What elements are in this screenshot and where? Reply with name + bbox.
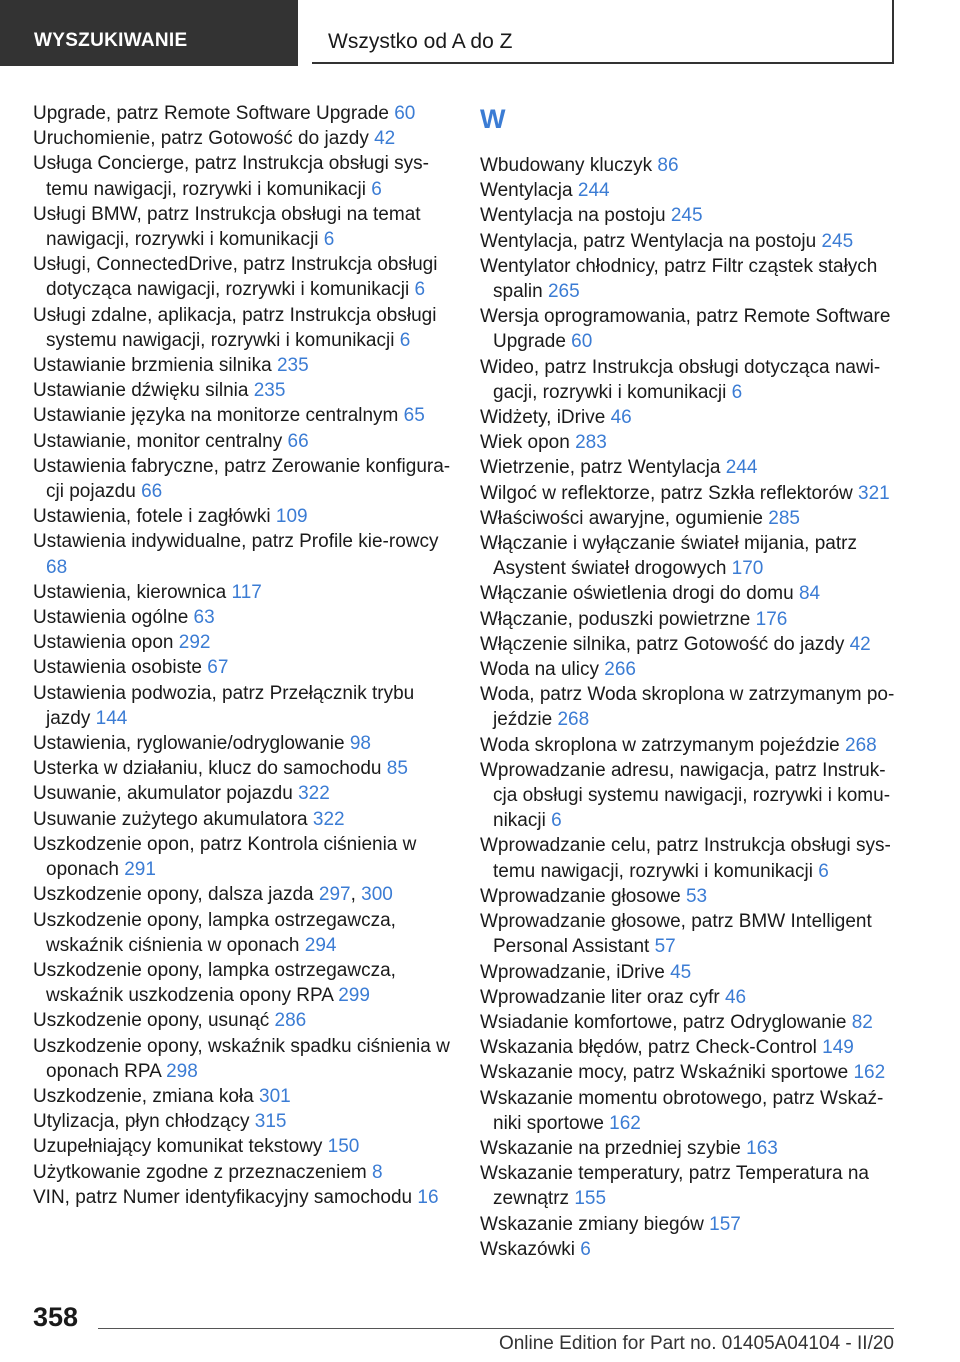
index-term: Ustawienia ogólne — [33, 607, 189, 629]
page-reference-link[interactable]: 155 — [574, 1188, 607, 1210]
page-reference-link[interactable]: 162 — [853, 1062, 886, 1084]
index-term: Wideo, patrz Instrukcja obsługi dotycząca nawi‐gacji, rozrywki i komunikacji — [480, 356, 881, 403]
page-reference-link[interactable]: 321 — [858, 482, 890, 504]
index-entry — [480, 758, 900, 834]
page-reference-link[interactable]: 322 — [298, 783, 330, 805]
index-entry — [480, 506, 900, 531]
page-reference-link[interactable]: 245 — [821, 230, 854, 252]
page-reference-link[interactable]: 68 — [46, 556, 68, 578]
page-reference-link[interactable]: 294 — [304, 934, 337, 956]
index-entry — [33, 202, 453, 252]
page-reference-link[interactable]: 98 — [349, 733, 371, 755]
page-reference-link[interactable]: 65 — [403, 405, 425, 427]
index-term: Wskazanie momentu obrotowego, patrz Wskaź‐niki sportowe — [480, 1087, 884, 1134]
page-reference-link[interactable]: 245 — [670, 205, 703, 227]
index-entry — [33, 151, 453, 201]
page-reference-link[interactable]: 170 — [731, 558, 764, 580]
page-reference-link[interactable]: 60 — [571, 331, 593, 353]
index-term: Ustawienia indywidualne, patrz Profile kie‐rowcy — [33, 531, 439, 553]
page-reference-link[interactable]: 157 — [709, 1213, 741, 1235]
index-term: Usługi BMW, patrz Instrukcja obsługi na temat nawigacji, rozrywki i komunikacji — [33, 203, 421, 251]
index-term: Uszkodzenie opony, wskaźnik spadku ciśnienia w oponach RPA — [33, 1035, 450, 1082]
index-term: Ustawianie, monitor centralny — [33, 430, 283, 452]
page-number: 358 — [33, 1302, 79, 1332]
index-term: Wskazanie na przedniej szybie — [480, 1137, 741, 1159]
index-term: Usługa Concierge, patrz Instrukcja obsługi sys‐temu nawigacji, rozrywki i komunikacji — [33, 153, 430, 200]
page-reference-link[interactable]: 285 — [768, 507, 800, 529]
index-entry — [33, 630, 453, 655]
index-term: Utylizacja, płyn chłodzący — [33, 1111, 250, 1133]
index-term: Wskazania błędów, patrz Check-Control — [480, 1037, 817, 1059]
index-entry — [480, 531, 900, 581]
index-entry — [33, 403, 453, 428]
page-reference-link[interactable]: 235 — [253, 380, 286, 402]
page-reference-link[interactable]: 292 — [178, 632, 211, 654]
index-term: Ustawienia, fotele i zagłówki — [33, 506, 271, 528]
index-term: Usuwanie zużytego akumulatora — [33, 808, 308, 830]
index-entry — [33, 756, 453, 781]
index-term: Woda na ulicy — [480, 659, 599, 681]
index-term: Ustawienia podwozia, patrz Przełącznik trybu jazdy — [33, 682, 415, 729]
page-reference-link[interactable]: 6 — [551, 810, 562, 832]
page-reference-link[interactable]: 149 — [822, 1037, 854, 1059]
index-term: Wskazanie temperatury, patrz Temperatura na zewnątrz — [480, 1163, 869, 1210]
page-reference-link[interactable]: 66 — [287, 430, 309, 452]
index-entry — [480, 481, 900, 506]
index-entry — [480, 733, 900, 758]
index-entry — [480, 581, 900, 606]
page-reference-link[interactable]: 144 — [95, 707, 128, 729]
index-entry — [33, 832, 453, 882]
index-entry — [33, 1185, 453, 1210]
index-entry — [480, 682, 900, 732]
page-reference-link[interactable]: 6 — [731, 381, 743, 403]
page-reference-link[interactable]: 53 — [685, 885, 708, 907]
index-entry — [33, 504, 453, 529]
page-reference-link[interactable]: 268 — [557, 709, 590, 731]
index-term: Wprowadzanie, iDrive — [480, 961, 665, 983]
index-entry — [480, 203, 900, 228]
page-reference-link[interactable]: 67 — [207, 657, 229, 679]
page-reference-link[interactable]: 286 — [274, 1010, 307, 1032]
page-reference-link[interactable]: 299 — [338, 985, 370, 1007]
index-term: Usługi, ConnectedDrive, patrz Instrukcja obsługi dotycząca nawigacji, rozrywki i komunikacji — [33, 254, 438, 301]
index-entry — [480, 1237, 900, 1262]
index-entry — [33, 1008, 453, 1033]
index-entry — [480, 229, 900, 254]
index-term: Wskazanie mocy, patrz Wskaźniki sportowe — [480, 1062, 849, 1084]
topic-tab[interactable]: Wszystko od A do Z — [312, 0, 894, 64]
index-entry — [480, 153, 900, 178]
index-entry — [33, 1034, 453, 1084]
index-term: Uszkodzenie opon, patrz Kontrola ciśnienia w oponach — [33, 833, 417, 881]
index-term: Ustawienia opon — [33, 632, 174, 654]
index-entry — [33, 126, 453, 151]
index-entry — [33, 655, 453, 680]
index-entry — [33, 580, 453, 605]
index-entry — [480, 1010, 900, 1035]
index-entry — [33, 807, 453, 832]
page-reference-link[interactable]: 162 — [609, 1112, 641, 1134]
page-reference-link[interactable]: 6 — [371, 178, 382, 200]
page-reference-link[interactable]: 6 — [580, 1238, 591, 1260]
page-reference-link[interactable]: 46 — [724, 986, 747, 1008]
index-entry — [33, 958, 453, 1008]
index-term: Woda, patrz Woda skroplona w zatrzymanym po‐jeździe — [480, 684, 895, 731]
index-term: Wprowadzanie adresu, nawigacja, patrz Instruk‐cja obsługi systemu nawigacji, rozrywki i komu‐nikacji — [480, 759, 891, 832]
index-term: Wprowadzanie głosowe, patrz BMW Intelligent Personal Assistant — [480, 911, 872, 958]
section-tab[interactable]: WYSZUKIWANIE — [0, 0, 298, 66]
index-entry — [480, 909, 900, 959]
index-term: Wprowadzanie celu, patrz Instrukcja obsługi sys‐temu nawigacji, rozrywki i komunikacji — [480, 835, 891, 882]
index-entry — [33, 605, 453, 630]
page-reference-link[interactable]: 291 — [124, 859, 156, 881]
page-reference-link[interactable]: 283 — [575, 432, 607, 454]
index-entry — [33, 429, 453, 454]
index-entry — [480, 985, 900, 1010]
index-entry — [33, 1109, 453, 1134]
page-reference-link[interactable]: 45 — [670, 961, 692, 983]
index-entry — [33, 1084, 453, 1109]
index-entry — [480, 405, 900, 430]
index-term: Wprowadzanie liter oraz cyfr — [480, 986, 720, 1008]
page-reference-link[interactable]: 297 — [318, 884, 351, 906]
index-term: Wilgoć w reflektorze, patrz Szkła reflektorów — [480, 482, 853, 504]
page-reference-link[interactable]: 300 — [361, 884, 393, 906]
index-entry — [480, 304, 900, 354]
page-reference-link[interactable]: 82 — [851, 1011, 873, 1033]
page-reference-link[interactable]: 176 — [755, 608, 788, 630]
index-entry — [480, 1212, 900, 1237]
page-reference-link[interactable]: 315 — [254, 1111, 287, 1133]
index-entry — [33, 1160, 453, 1185]
index-term: Uszkodzenie, zmiana koła — [33, 1085, 254, 1107]
index-term: Wentylator chłodnicy, patrz Filtr cząstek stałych spalin — [480, 255, 878, 303]
page-header — [0, 0, 960, 66]
page-reference-link[interactable]: 46 — [610, 407, 632, 429]
index-term: Wskazówki — [480, 1238, 576, 1260]
index-term: Włączanie i wyłączanie świateł mijania, patrz Asystent świateł drogowych — [480, 533, 857, 580]
index-entry — [480, 1161, 900, 1211]
index-term: Wsiadanie komfortowe, patrz Odryglowanie — [480, 1011, 847, 1033]
page-reference-link[interactable]: 266 — [604, 659, 636, 681]
page-reference-link[interactable]: 42 — [849, 633, 871, 655]
index-term: Usterka w działaniu, klucz do samochodu — [33, 758, 382, 780]
index-term: Wentylacja na postoju — [480, 205, 666, 227]
index-term: Wskazanie zmiany biegów — [480, 1213, 704, 1235]
page-reference-link[interactable]: 6 — [414, 279, 426, 301]
index-entry — [480, 960, 900, 985]
index-term: Włączanie, poduszki powietrzne — [480, 608, 751, 630]
index-entry — [480, 884, 900, 909]
footer-divider — [98, 1328, 894, 1329]
index-term: Wietrzenie, patrz Wentylacja — [480, 457, 721, 479]
page-reference-link[interactable]: 265 — [547, 281, 580, 303]
index-term: Ustawienia fabryczne, patrz Zerowanie konfigura‐cji pojazdu — [33, 455, 451, 503]
page-reference-link[interactable]: 16 — [417, 1186, 439, 1208]
index-entry — [480, 455, 900, 480]
page-reference-link[interactable]: 85 — [386, 758, 408, 780]
index-term: Wentylacja — [480, 180, 573, 202]
index-entry — [480, 607, 900, 632]
index-entry — [480, 1035, 900, 1060]
index-term: Wprowadzanie głosowe — [480, 885, 681, 907]
page-reference-link[interactable]: 86 — [657, 155, 679, 176]
page-reference-link[interactable]: 6 — [323, 229, 335, 251]
index-entry — [480, 355, 900, 405]
page-reference-link[interactable]: 244 — [577, 180, 610, 202]
index-column-right — [480, 101, 900, 1262]
index-term: Ustawienia, ryglowanie/odryglowanie — [33, 733, 345, 755]
index-term: Widżety, iDrive — [480, 407, 606, 429]
page-reference-link[interactable]: 322 — [312, 808, 345, 830]
index-entry — [480, 833, 900, 883]
index-term: Woda skroplona w zatrzymanym pojeździe — [480, 734, 840, 756]
index-term: Ustawienia osobiste — [33, 657, 202, 679]
index-entry — [33, 908, 453, 958]
index-term: Ustawianie dźwięku silnia — [33, 380, 249, 402]
page-reference-link[interactable]: 6 — [818, 860, 829, 882]
index-term: Upgrade, patrz Remote Software Upgrade — [33, 103, 389, 124]
index-entry — [33, 1134, 453, 1159]
index-term: Uszkodzenie opony, lampka ostrzegawcza, wskaźnik uszkodzenia opony RPA — [33, 959, 396, 1007]
index-entry — [33, 252, 453, 302]
page-reference-link[interactable]: 163 — [746, 1137, 778, 1159]
index-entry — [33, 529, 453, 579]
page-reference-link[interactable]: 42 — [374, 128, 396, 150]
index-term: Uszkodzenie opony, dalsza jazda — [33, 884, 314, 906]
index-term: Usługi zdalne, aplikacja, patrz Instrukcja obsługi systemu nawigacji, rozrywki i komunikacji — [33, 304, 437, 351]
index-entry — [33, 303, 453, 353]
page-reference-link[interactable]: 301 — [259, 1085, 291, 1107]
index-entries-w — [480, 153, 900, 1262]
index-entry: Uszkodzenie opony, dalsza jazda 297, 300 — [33, 884, 393, 906]
page-reference-link[interactable]: 298 — [166, 1060, 198, 1082]
index-entry — [480, 178, 900, 203]
index-term: Użytkowanie zgodne z przeznaczeniem — [33, 1161, 367, 1183]
page-reference-link[interactable]: 244 — [725, 457, 758, 479]
index-entry — [480, 1086, 900, 1136]
index-entry — [33, 378, 453, 403]
index-term: Ustawianie brzmienia silnika — [33, 355, 272, 377]
index-entry — [33, 681, 453, 731]
index-entry — [480, 632, 900, 657]
index-term: Uruchomienie, patrz Gotowość do jazdy — [33, 128, 369, 150]
page-reference-link[interactable]: 117 — [231, 581, 262, 603]
index-term: Wentylacja, patrz Wentylacja na postoju — [480, 230, 817, 252]
page-reference-link[interactable]: 60 — [394, 103, 416, 124]
index-term: Uzupełniający komunikat tekstowy — [33, 1136, 323, 1158]
page-reference-link[interactable]: 109 — [275, 506, 308, 528]
page-reference-link[interactable]: 150 — [327, 1136, 360, 1158]
index-term: Właściwości awaryjne, ogumienie — [480, 507, 763, 529]
index-entry — [480, 1136, 900, 1161]
page-reference-link[interactable]: 8 — [372, 1161, 383, 1183]
index-term: Usuwanie, akumulator pojazdu — [33, 783, 293, 805]
page-reference-link[interactable]: 268 — [845, 734, 877, 756]
edition-note: Online Edition for Part no. 01405A04104 - II/20 — [498, 1333, 894, 1354]
index-term: Wersja oprogramowania, patrz Remote Software Upgrade — [480, 306, 891, 353]
page-reference-link[interactable]: 84 — [798, 583, 821, 605]
index-term: Wbudowany kluczyk — [480, 155, 653, 176]
index-term: Uszkodzenie opony, lampka ostrzegawcza, wskaźnik ciśnienia w oponach — [33, 909, 396, 956]
index-entry — [480, 1060, 900, 1085]
index-term: Ustawienia, kierownica — [33, 581, 227, 603]
index-entry — [33, 454, 453, 504]
page-reference-link[interactable]: 66 — [141, 481, 163, 503]
index-term: VIN, patrz Numer identyfikacyjny samochodu — [33, 1186, 413, 1208]
index-term: Włączenie silnika, patrz Gotowość do jazdy — [480, 633, 845, 655]
page-reference-link[interactable]: 63 — [193, 607, 215, 629]
index-entry — [33, 731, 453, 756]
index-letter-heading: W — [480, 104, 506, 134]
index-term: Włączanie oświetlenia drogi do domu — [480, 583, 794, 605]
index-entry — [33, 781, 453, 806]
index-term: Ustawianie języka na monitorze centralnym — [33, 405, 399, 427]
index-term: Uszkodzenie opony, usunąć — [33, 1010, 270, 1032]
page-reference-link[interactable]: 235 — [276, 355, 309, 377]
index-entry — [480, 254, 900, 304]
index-term: Wiek opon — [480, 432, 570, 454]
index-entry — [33, 353, 453, 378]
index-entry — [480, 657, 900, 682]
page-reference-link[interactable]: 57 — [654, 936, 676, 958]
index-entry — [480, 430, 900, 455]
index-column-left — [33, 101, 453, 1210]
page-reference-link[interactable]: 6 — [399, 329, 411, 351]
index-entry — [33, 101, 453, 126]
